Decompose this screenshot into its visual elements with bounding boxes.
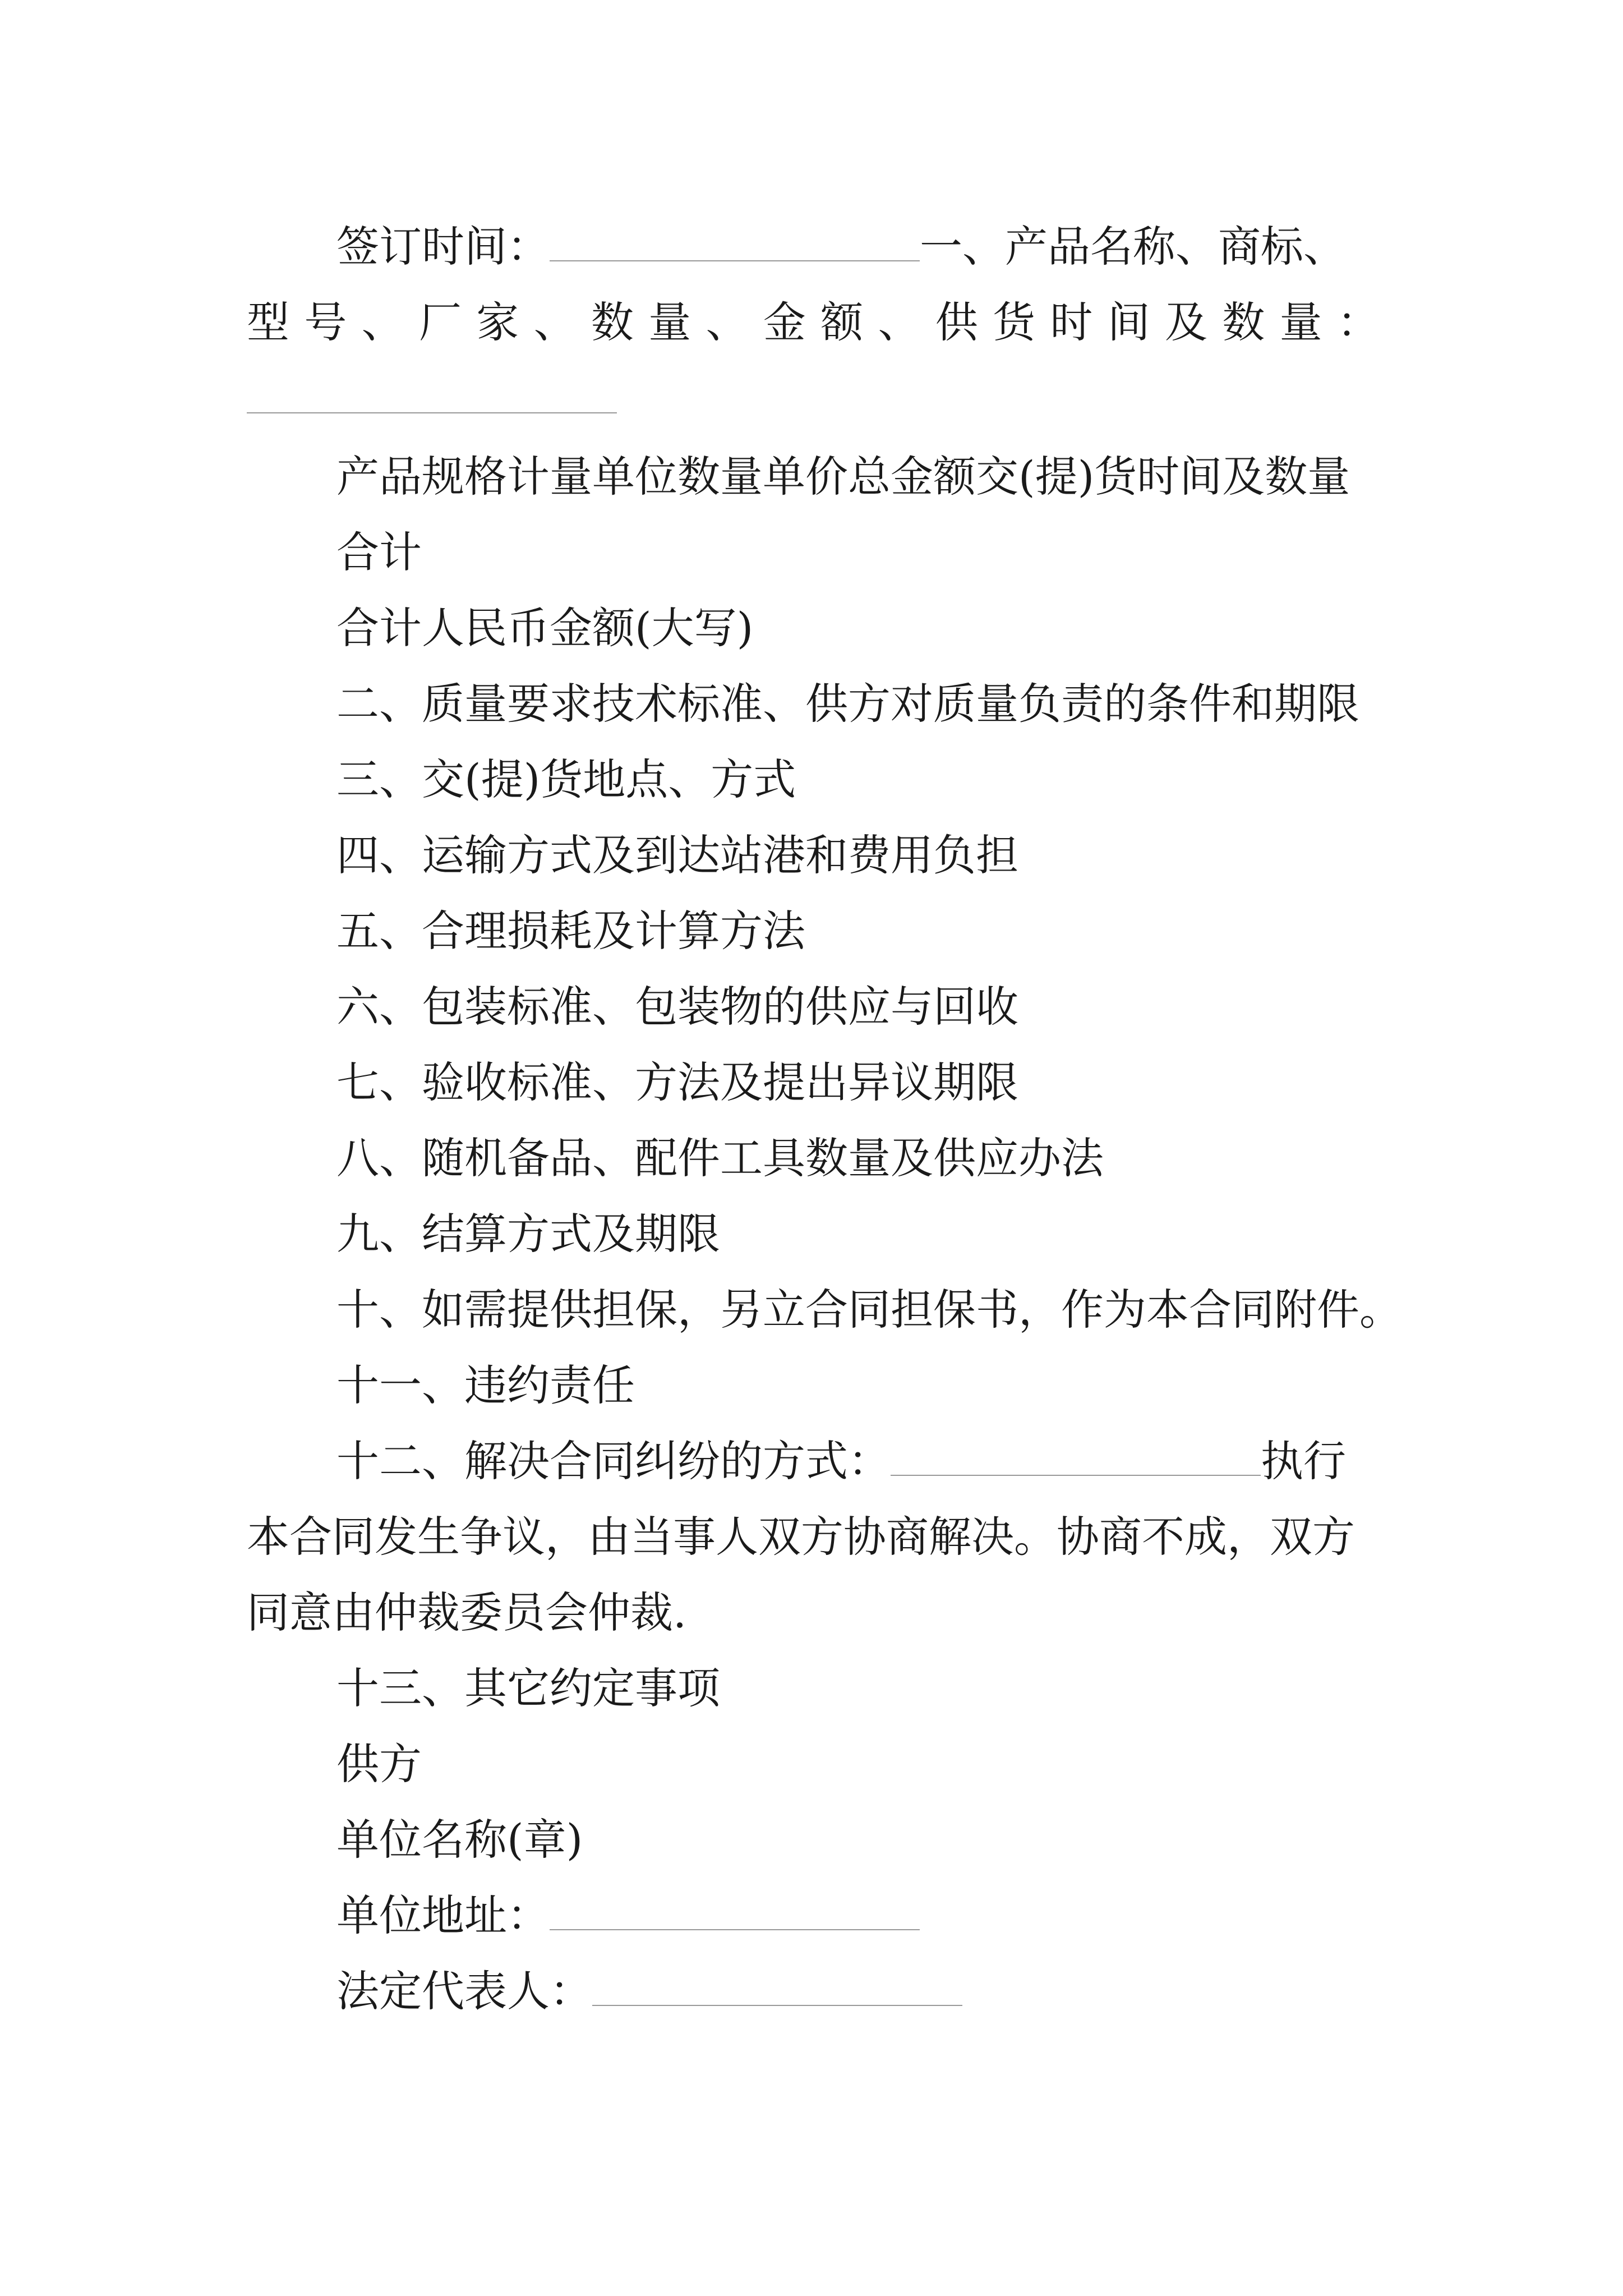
char: 、 (878, 297, 921, 347)
char: 、 (706, 297, 749, 347)
total-rmb-line: 合计人民币金额(大写) (336, 603, 754, 653)
dispute-method-blank[interactable] (891, 1435, 1261, 1476)
char: 、 (533, 297, 577, 347)
subtotal-line: 合计 (336, 527, 422, 577)
item-12-label: 十二、解决合同纠纷的方式： (336, 1436, 891, 1486)
unit-address-label: 单位地址： (336, 1890, 550, 1940)
legal-rep-label: 法定代表人： (336, 1966, 592, 2016)
item-12-tail: 执行 (1261, 1436, 1346, 1486)
item-2-line: 二、质量要求技术标准、供方对质量负责的条件和期限 (336, 679, 1359, 729)
legal-rep-blank[interactable] (592, 1966, 962, 2006)
item-5-line: 五、合理损耗及计算方法 (336, 906, 805, 956)
char: 号 (304, 297, 347, 347)
item-7-line: 七、验收标准、方法及提出异议期限 (336, 1057, 1018, 1107)
signing-time-label: 签订时间： (336, 222, 550, 272)
item-8-line: 八、随机备品、配件工具数量及供应办法 (336, 1133, 1104, 1183)
item-12-line (336, 1433, 1346, 1489)
char: 及 (1165, 297, 1207, 347)
char: 间 (1107, 297, 1150, 347)
item-12-continuation-2: 同意由仲裁委员会仲裁. (247, 1588, 687, 1637)
product-info-blank[interactable] (247, 412, 617, 413)
item-9-line: 九、结算方式及期限 (336, 1209, 720, 1259)
item-13-line: 十三、其它约定事项 (336, 1663, 720, 1713)
char: 时 (1050, 297, 1093, 347)
item-3-line: 三、交(提)货地点、方式 (336, 754, 796, 804)
product-columns-line: 产品规格计量单位数量单价总金额交(提)货时间及数量 (336, 452, 1350, 501)
item-6-line: 六、包装标准、包装物的供应与回收 (336, 982, 1018, 1032)
unit-address-blank[interactable] (550, 1890, 920, 1930)
item-11-line: 十一、违约责任 (336, 1360, 635, 1410)
char: 额 (820, 297, 864, 347)
item-4-line: 四、运输方式及到达站港和费用负担 (336, 830, 1018, 880)
item-12-continuation-1: 本合同发生争议，由当事人双方协商解决。协商不成，双方 (247, 1512, 1355, 1562)
char: 量 (648, 297, 691, 347)
char: 数 (591, 297, 634, 347)
char: 供 (935, 297, 978, 347)
item-1-start: 一、产品名称、商标、 (920, 222, 1346, 272)
char: 量 (1279, 297, 1322, 347)
char: 、 (361, 297, 404, 347)
char: 货 (993, 297, 1036, 347)
supplier-heading: 供方 (336, 1739, 422, 1789)
char: 厂 (418, 297, 462, 347)
unit-address-line (336, 1888, 920, 1944)
char: 型 (247, 297, 289, 347)
item-10-line: 十、如需提供担保，另立合同担保书，作为本合同附件。 (336, 1285, 1402, 1335)
unit-name-line: 单位名称(章) (336, 1815, 583, 1865)
char: 数 (1222, 297, 1265, 347)
signing-time-blank[interactable] (550, 221, 920, 261)
legal-rep-line (336, 1963, 962, 2019)
item-1-continuation (247, 295, 1380, 351)
signing-time-line (336, 219, 1346, 275)
char: 金 (763, 297, 806, 347)
char: ： (1336, 297, 1380, 347)
char: 家 (476, 297, 519, 347)
